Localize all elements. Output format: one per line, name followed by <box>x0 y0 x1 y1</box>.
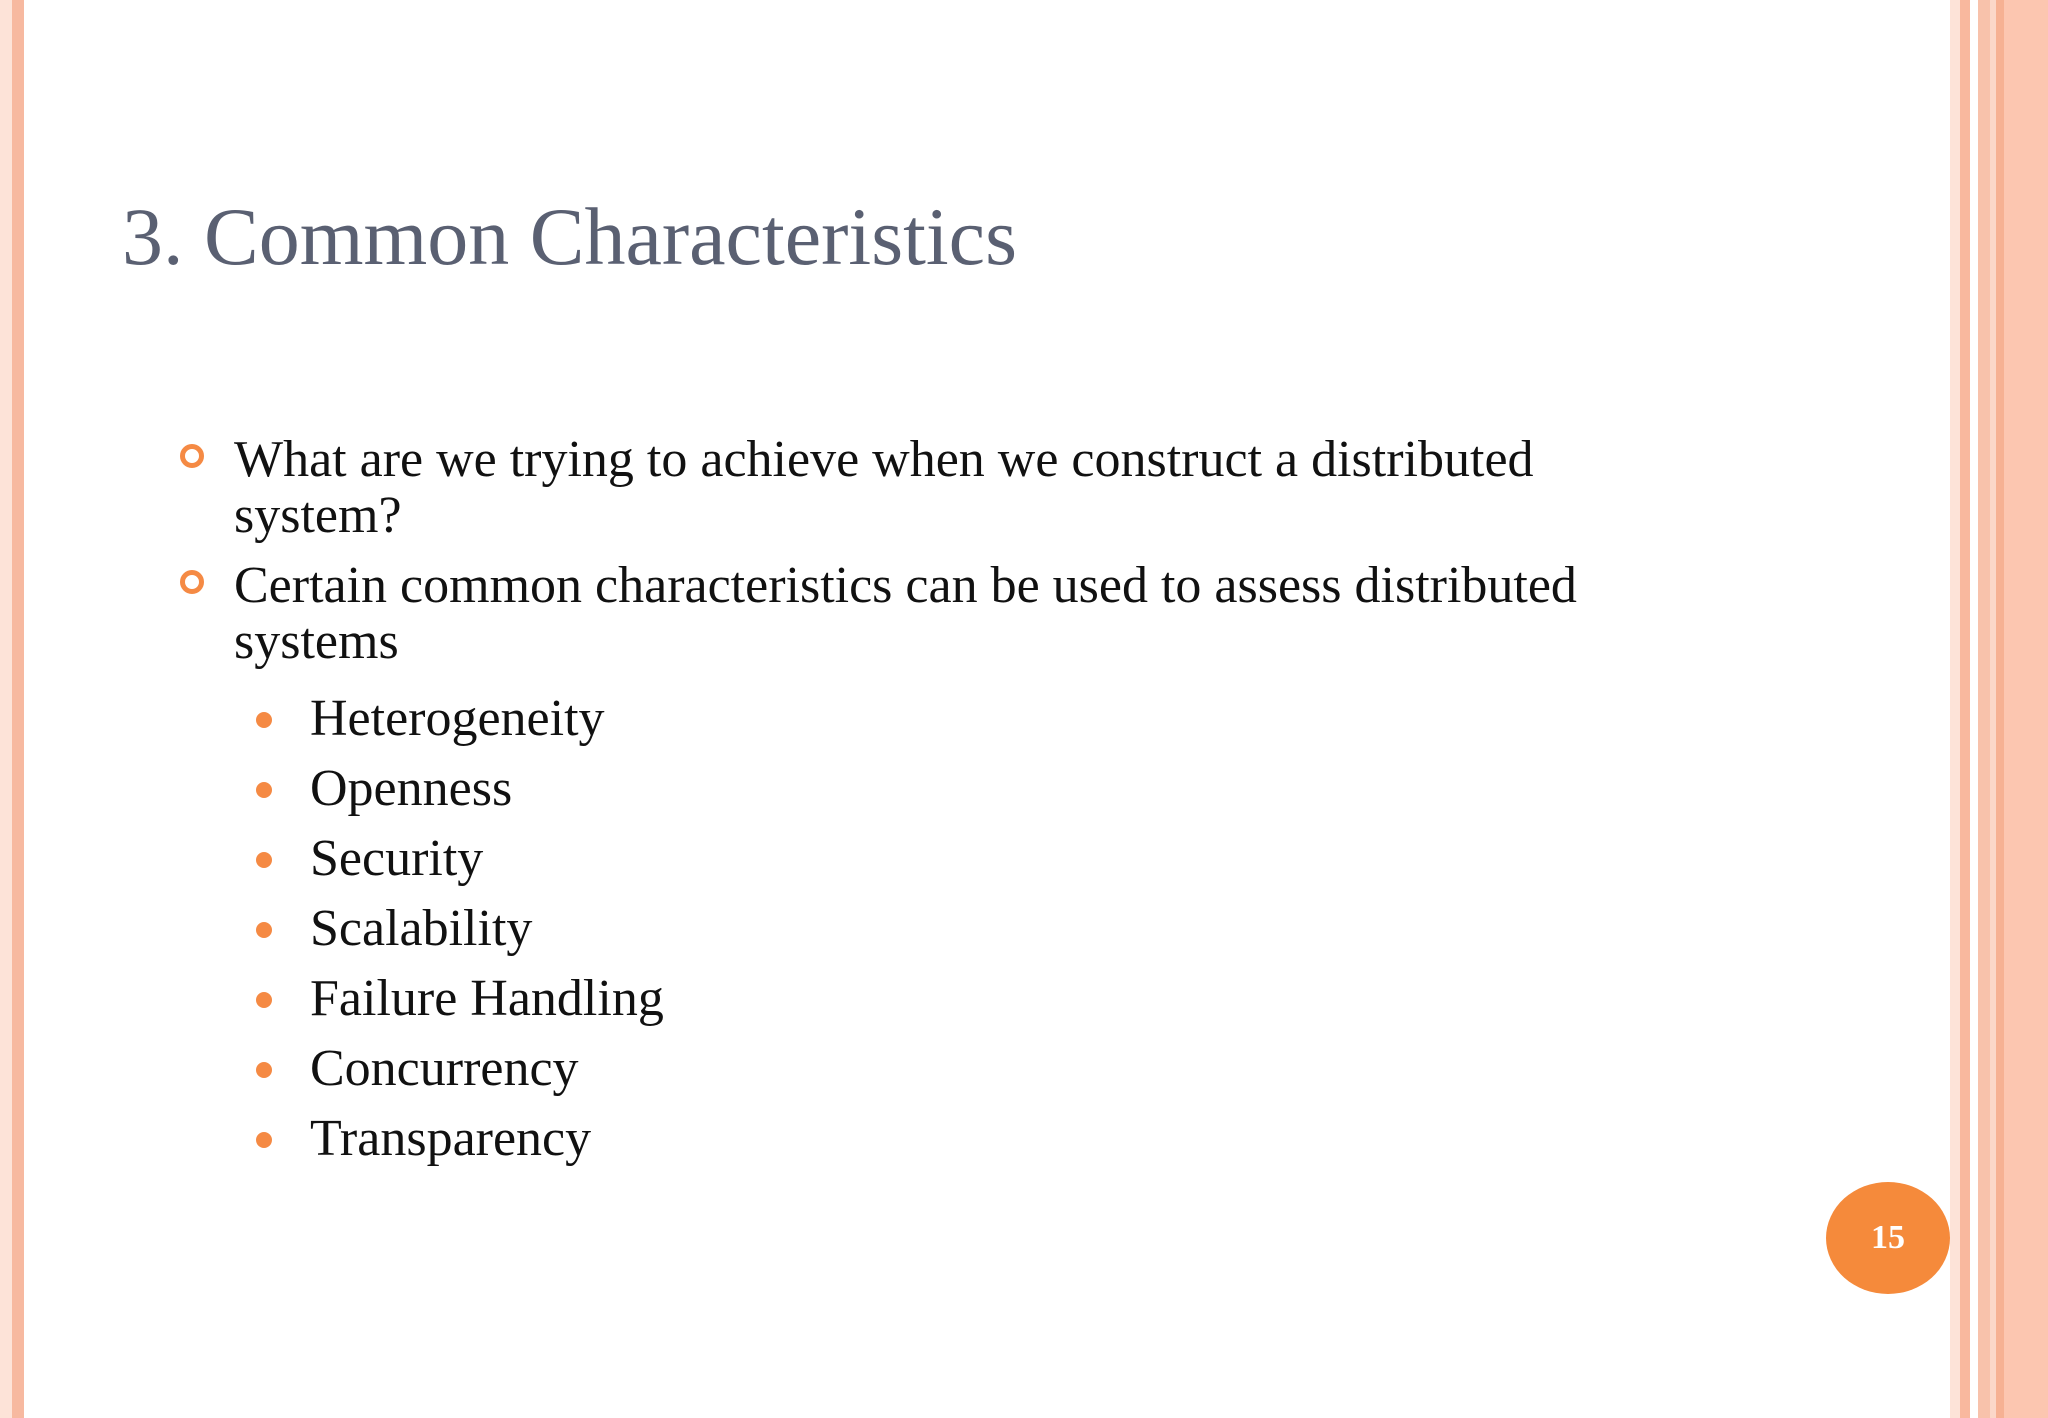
dot-bullet-icon <box>256 1132 272 1148</box>
dot-bullet-icon <box>256 852 272 868</box>
sub-bullet-text: Openness <box>310 760 513 817</box>
sub-bullet-text: Transparency <box>310 1110 592 1167</box>
bullet-text: Certain common characteristics can be used to assess distributed systems <box>234 557 1577 670</box>
right-frame-stripe <box>1960 0 1970 1418</box>
sub-bullet-item <box>176 1034 1676 1104</box>
ring-bullet-icon <box>180 444 204 468</box>
right-frame-stripe <box>1978 0 1990 1418</box>
dot-bullet-icon <box>256 992 272 1008</box>
ring-bullet-icon <box>180 570 204 594</box>
sub-bullet-item <box>176 824 1676 894</box>
page-number: 15 <box>1871 1219 1905 1256</box>
right-frame-stripe <box>2004 0 2048 1418</box>
dot-bullet-icon <box>256 782 272 798</box>
dot-bullet-icon <box>256 922 272 938</box>
bullet-item <box>176 558 1676 670</box>
sub-bullet-text: Concurrency <box>310 1040 579 1097</box>
sub-bullet-text: Security <box>310 830 484 887</box>
dot-bullet-icon <box>256 712 272 728</box>
sub-bullet-item <box>176 894 1676 964</box>
bullet-text: What are we trying to achieve when we construct a distributed system? <box>234 431 1534 544</box>
left-frame-stripe <box>12 0 24 1418</box>
slide-title: 3. Common Characteristics <box>122 191 1017 282</box>
right-frame-stripe <box>1950 0 1960 1418</box>
right-frame-stripe <box>1996 0 2004 1418</box>
sub-bullet-item <box>176 754 1676 824</box>
sub-bullet-text: Scalability <box>310 900 533 957</box>
dot-bullet-icon <box>256 1062 272 1078</box>
characteristics-list <box>176 684 1676 1174</box>
page-number-badge <box>1826 1182 1950 1294</box>
sub-bullet-item <box>176 1104 1676 1174</box>
sub-bullet-item <box>176 684 1676 754</box>
sub-bullet-item <box>176 964 1676 1034</box>
sub-bullet-text: Heterogeneity <box>310 690 605 747</box>
left-frame-stripe <box>0 0 12 1418</box>
bullet-item <box>176 432 1676 544</box>
sub-bullet-text: Failure Handling <box>310 970 664 1027</box>
slide-content <box>176 432 1676 1174</box>
right-frame-stripe <box>1970 0 1978 1418</box>
